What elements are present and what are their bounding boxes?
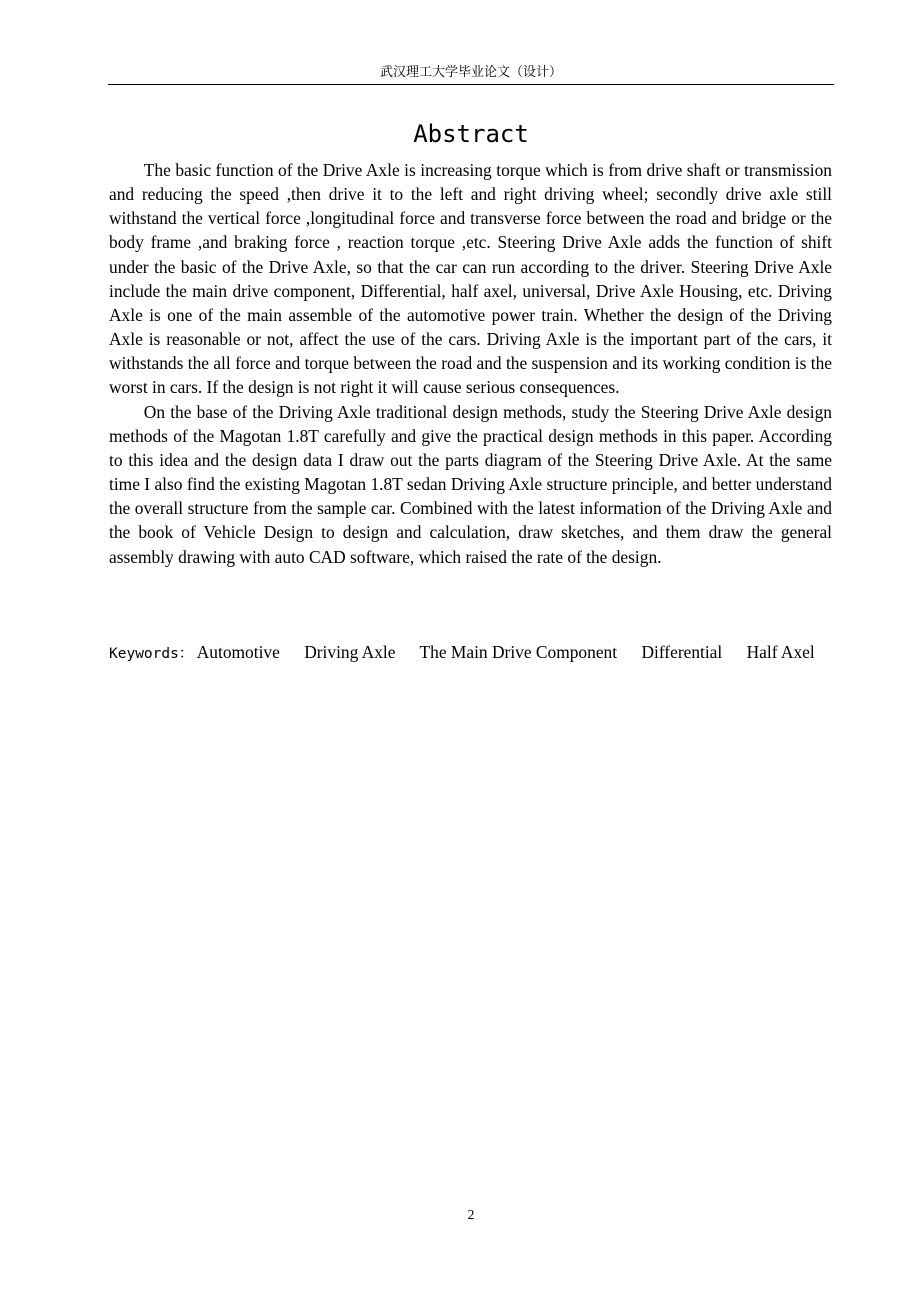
keyword-item: Differential <box>641 642 723 662</box>
header-rule <box>108 84 834 85</box>
keyword-item: The Main Drive Component <box>419 642 618 662</box>
keyword-item: Half Axel <box>746 642 815 662</box>
keyword-item: Driving Axle <box>304 642 396 662</box>
keywords-label: Keywords： <box>109 646 194 662</box>
abstract-paragraph-1: The basic function of the Drive Axle is increasing torque which is from drive shaft or transmission and reducing the speed ,then drive it to the left and right driving wheel; secondly drive axle still withstand the vertical force ,longitudinal force and transverse force between the road and bridge or the body frame ,and braking force , reaction torque ,etc. Steering Drive Axle adds the function of shift under the basic of the Drive Axle, so that the car can run according to the driver. Steering Drive Axle include the main drive component, Differential, half axel, universal, Drive Axle Housing, etc. Driving Axle is one of the main assemble of the automotive power train. Whether the design of the Driving Axle is reasonable or not, affect the use of the cars. Driving Axle is the important part of the cars, it withstands the all force and torque between the road and the suspension and its working condition is the worst in cars. If the design is not right it will cause serious consequences. <box>109 160 832 398</box>
abstract-paragraph-2: On the base of the Driving Axle traditional design methods, study the Steering Drive Axle design methods of the Magotan 1.8T carefully and give the practical design methods in this paper. According to this idea and the design data I draw out the parts diagram of the Steering Drive Axle. At the same time I also find the existing Magotan 1.8T sedan Driving Axle structure principle, and better understand the overall structure from the sample car. Combined with the latest information of the Driving Axle and the book of Vehicle Design to design and calculation, draw sketches, and them draw the general assembly drawing with auto CAD software, which raised the rate of the design. <box>109 401 832 567</box>
keywords-line <box>109 640 832 666</box>
running-header: 武汉理工大学毕业论文（设计） <box>379 65 562 80</box>
keyword-item: Automotive <box>196 642 280 662</box>
abstract-title: Abstract <box>413 120 529 148</box>
page-number: 2 <box>467 1208 475 1223</box>
abstract-body <box>109 158 832 569</box>
